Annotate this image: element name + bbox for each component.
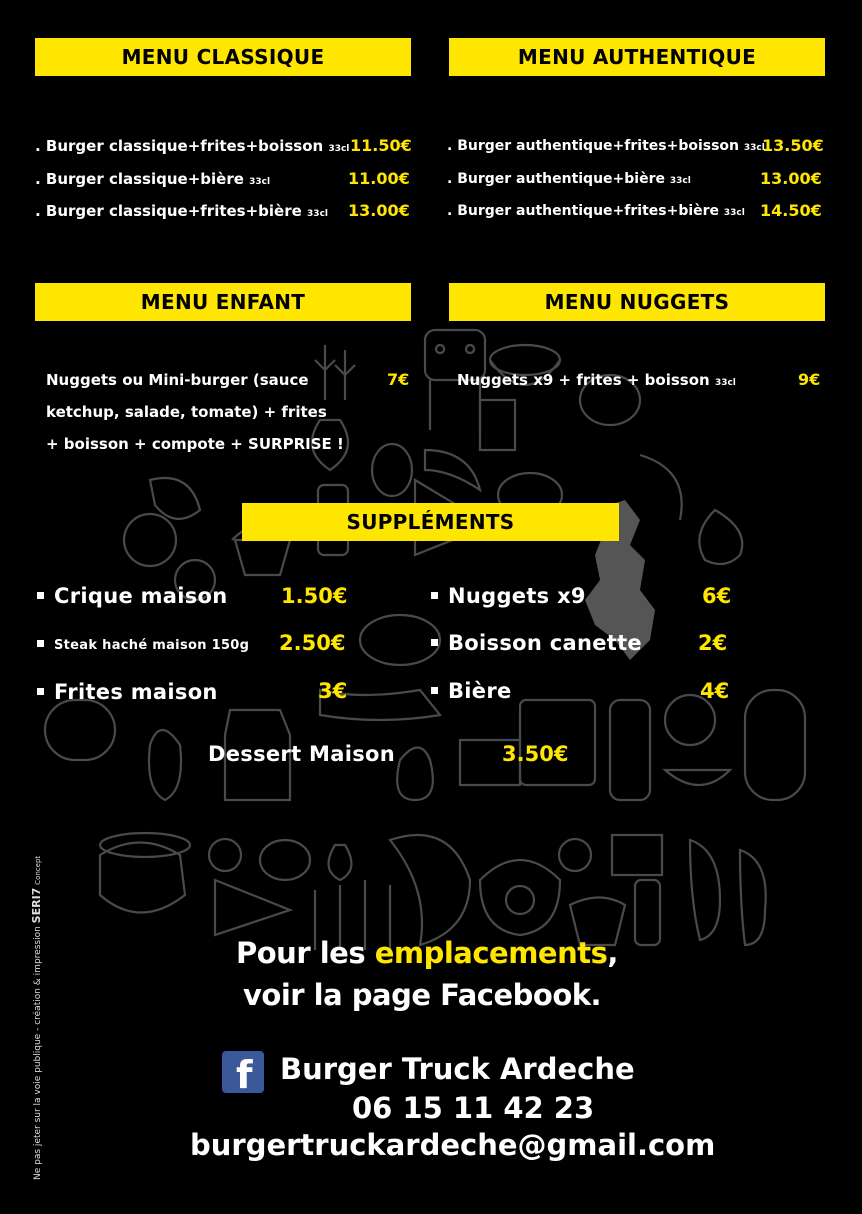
menu-enfant-description — [46, 364, 344, 460]
menu-nuggets-item — [457, 371, 736, 389]
supplement-label: Steak haché maison 150g — [54, 638, 250, 653]
menu-classique-item — [35, 137, 349, 155]
item-label: Nuggets x9 + frites + boisson — [457, 371, 710, 389]
supplement-label: Crique maison — [54, 584, 228, 608]
menu-classique-item — [35, 170, 270, 188]
item-price: 13.00€ — [348, 201, 410, 220]
supplement-item — [431, 631, 642, 655]
bullet-icon — [431, 592, 438, 599]
supplement-price: 1.50€ — [281, 584, 348, 608]
menu-enfant-header: MENU ENFANT — [35, 283, 411, 321]
item-label: . Burger classique+bière — [35, 170, 244, 188]
menu-enfant-line: ketchup, salade, tomate) + frites — [46, 403, 327, 421]
email-address[interactable]: burgertruckardeche@gmail.com — [190, 1128, 716, 1162]
supplement-item — [37, 638, 249, 653]
dessert-price: 3.50€ — [502, 742, 569, 766]
menu-nuggets-header: MENU NUGGETS — [449, 283, 825, 321]
item-unit: 33cl — [714, 378, 736, 388]
item-unit: 33cl — [249, 177, 271, 187]
menu-nuggets-price: 9€ — [798, 370, 821, 389]
supplement-price: 6€ — [702, 584, 732, 608]
bullet-icon — [37, 592, 44, 599]
bullet-icon — [431, 639, 438, 646]
footer-brand-sub: Concept — [34, 855, 42, 885]
menu-authentique-item — [447, 171, 691, 187]
item-label: . Burger classique+frites+bière — [35, 202, 302, 220]
item-unit: 33cl — [669, 176, 691, 186]
item-price: 13.50€ — [762, 136, 824, 155]
item-price: 14.50€ — [760, 201, 822, 220]
item-price: 11.00€ — [348, 169, 410, 188]
facebook-icon: f — [222, 1051, 264, 1093]
item-unit: 33cl — [743, 143, 765, 153]
menu-authentique-item — [447, 203, 745, 219]
item-unit: 33cl — [723, 208, 745, 218]
item-label: . Burger authentique+frites+bière — [447, 203, 720, 219]
locations-line-1 — [236, 936, 618, 970]
supplement-item — [37, 680, 218, 704]
supplement-price: 3€ — [318, 679, 348, 703]
supplement-label: Boisson canette — [448, 631, 642, 655]
locations-comma: , — [607, 936, 618, 970]
locations-line-2: voir la page Facebook. — [243, 978, 602, 1012]
bullet-icon — [431, 687, 438, 694]
locations-highlight: emplacements — [374, 936, 608, 970]
facebook-page-name[interactable]: Burger Truck Ardeche — [280, 1052, 635, 1086]
menu-authentique-item — [447, 138, 765, 154]
supplements-header: SUPPLÉMENTS — [242, 503, 619, 541]
menu-classique-item — [35, 202, 328, 220]
supplement-label: Nuggets x9 — [448, 584, 586, 608]
item-price: 11.50€ — [350, 136, 412, 155]
item-price: 13.00€ — [760, 169, 822, 188]
menu-authentique-header: MENU AUTHENTIQUE — [449, 38, 825, 76]
dessert-label: Dessert Maison — [208, 742, 395, 766]
footer-brand: SERI7 — [30, 887, 43, 924]
menu-classique-header: MENU CLASSIQUE — [35, 38, 411, 76]
supplement-price: 2.50€ — [279, 631, 346, 655]
menu-enfant-line: Nuggets ou Mini-burger (sauce — [46, 371, 309, 389]
supplement-price: 4€ — [700, 679, 730, 703]
item-label: . Burger authentique+bière — [447, 171, 665, 187]
item-unit: 33cl — [307, 209, 328, 219]
item-label: . Burger authentique+frites+boisson — [447, 138, 740, 154]
supplement-price: 2€ — [698, 631, 728, 655]
bullet-icon — [37, 640, 44, 647]
item-label: . Burger classique+frites+boisson — [35, 137, 324, 155]
supplement-label: Frites maison — [54, 680, 218, 704]
locations-text: Pour les — [236, 936, 375, 970]
phone-number[interactable]: 06 15 11 42 23 — [352, 1091, 595, 1125]
supplement-item — [37, 584, 228, 608]
bullet-icon — [37, 688, 44, 695]
item-unit: 33cl — [328, 144, 350, 154]
footer-text: Ne pas jeter sur la voie publique - création & impression — [33, 926, 43, 1180]
supplement-label: Bière — [448, 679, 512, 703]
menu-enfant-price: 7€ — [387, 370, 410, 389]
supplement-item — [431, 679, 512, 703]
supplement-item — [431, 584, 586, 608]
menu-enfant-line: + boisson + compote + SURPRISE ! — [46, 435, 344, 453]
footer-legal-text — [30, 800, 43, 1180]
